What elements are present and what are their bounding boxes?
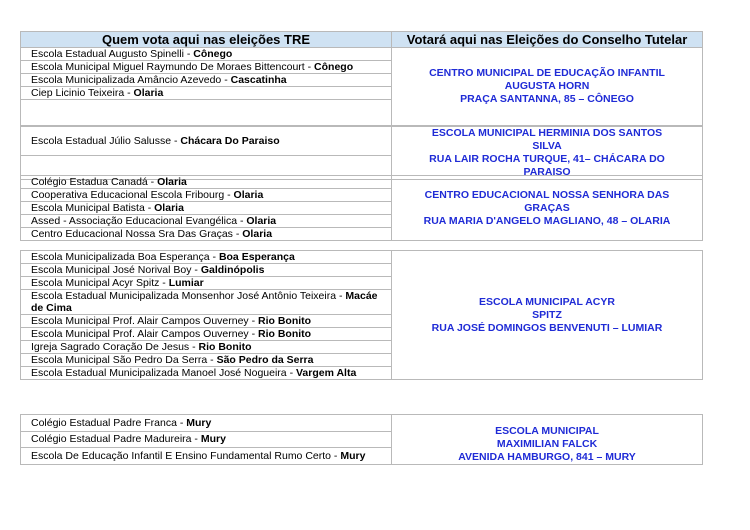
header-right: Votará aqui nas Eleições do Conselho Tutelar <box>392 32 703 48</box>
school-place: Macáe de Cima <box>31 290 378 314</box>
destination-cell <box>392 415 703 465</box>
school-place: Cascatinha <box>230 74 287 86</box>
school-place: Boa Esperança <box>218 251 295 263</box>
table-group-5 <box>20 414 703 465</box>
school-name: Escola Municipal José Norival Boy - <box>31 264 201 276</box>
school-name: Cooperativa Educacional Escola Fribourg - <box>31 189 234 201</box>
school-place: Cônego <box>193 48 233 60</box>
school-cell <box>21 176 392 189</box>
destination-line: ESCOLA MUNICIPAL ACYR <box>479 295 615 308</box>
destination-cell <box>392 251 703 380</box>
header-row <box>21 32 703 48</box>
school-name: Escola Municipal Acyr Spitz - <box>31 277 169 289</box>
school-name: Escola Municipal Miguel Raymundo De Moraes Bittencourt - <box>31 61 315 73</box>
school-place: Rio Bonito <box>258 328 312 340</box>
school-cell <box>21 202 392 215</box>
destination-line: ESCOLA MUNICIPAL <box>495 425 599 437</box>
school-cell <box>21 264 392 277</box>
destination-line: ESCOLA MUNICIPAL HERMINIA DOS SANTOS SILVA <box>431 127 663 152</box>
school-cell <box>21 251 392 264</box>
school-place: Mury <box>186 416 212 429</box>
destination-line: PRAÇA SANTANNA, 85 – CÔNEGO <box>460 93 634 105</box>
school-place: Mury <box>340 450 366 463</box>
destination-cell <box>392 176 703 241</box>
school-place: São Pedro da Serra <box>216 354 314 366</box>
destination-cell <box>392 48 703 126</box>
school-place: Rio Bonito <box>258 315 312 327</box>
school-cell <box>21 328 392 341</box>
destination-line: CENTRO MUNICIPAL DE EDUCAÇÃO INFANTIL <box>429 67 665 79</box>
school-place: Olaria <box>233 189 264 201</box>
school-cell <box>21 61 392 74</box>
school-cell <box>21 354 392 367</box>
school-name: Escola Municipal São Pedro Da Serra - <box>31 354 217 366</box>
school-place: Olaria <box>133 87 164 99</box>
destination-cell <box>392 127 703 180</box>
destination-line: CENTRO EDUCACIONAL NOSSA SENHORA DAS GRAÇAS <box>424 188 670 214</box>
school-name: Escola Estadual Municipalizada Monsenhor José Antônio Teixeira - <box>31 290 346 302</box>
school-place: Lumiar <box>168 277 204 289</box>
destination-line: RUA LAIR ROCHA TURQUE, 41– CHÁCARA DO PARAISO <box>429 153 665 178</box>
school-name: Colégio Estadual Padre Franca - <box>31 416 187 429</box>
school-name: Ciep Licinio Teixeira - <box>31 87 134 99</box>
header-left: Quem vota aqui nas eleições TRE <box>21 32 392 48</box>
school-name: Centro Educacional Nossa Sra Das Graças - <box>31 228 243 240</box>
school-cell <box>21 228 392 241</box>
school-place: Rio Bonito <box>198 341 252 353</box>
destination-line: AVENIDA HAMBURGO, 841 – MURY <box>458 451 636 463</box>
school-name: Escola De Educação Infantil E Ensino Fundamental Rumo Certo - <box>31 450 341 463</box>
school-cell <box>21 277 392 290</box>
destination-line: RUA MARIA D'ANGELO MAGLIANO, 48 – OLARIA <box>423 214 671 227</box>
school-cell <box>21 189 392 202</box>
school-name: Escola Municipal Batista - <box>31 202 155 214</box>
school-name: Escola Estadual Júlio Salusse - <box>31 135 181 147</box>
destination-line: RUA JOSÉ DOMINGOS BENVENUTI – LUMIAR <box>431 321 663 334</box>
table-row <box>21 48 703 61</box>
school-cell <box>21 215 392 228</box>
table-row <box>21 415 703 432</box>
table-row <box>21 176 703 189</box>
table-group-3 <box>20 175 703 241</box>
school-name: Assed - Associação Educacional Evangélica - <box>31 215 247 227</box>
school-cell <box>21 74 392 87</box>
school-name: Escola Municipalizada Boa Esperança - <box>31 251 219 263</box>
school-name: Colégio Estadua Canadá - <box>31 176 158 188</box>
table-group-1 <box>20 31 703 126</box>
school-cell <box>21 127 392 156</box>
school-cell <box>21 341 392 354</box>
school-name: Escola Municipal Prof. Alair Campos Ouverney - <box>31 328 259 340</box>
school-place: Olaria <box>242 228 273 240</box>
school-cell <box>21 48 392 61</box>
school-name: Escola Estadual Augusto Spinelli - <box>31 48 194 60</box>
school-place: Chácara Do Paraiso <box>180 135 280 147</box>
school-cell <box>21 87 392 100</box>
school-name: Escola Estadual Municipalizada Manoel José Nogueira - <box>31 367 296 379</box>
school-place: Mury <box>200 433 226 446</box>
school-place: Olaria <box>154 202 184 214</box>
school-name: Escola Municipal Prof. Alair Campos Ouverney - <box>31 315 259 327</box>
school-cell <box>21 315 392 328</box>
destination-line: SPITZ <box>532 308 562 321</box>
destination-line: AUGUSTA HORN <box>504 80 590 92</box>
table-group-4 <box>20 250 703 380</box>
school-name: Igreja Sagrado Coração De Jesus - <box>31 341 199 353</box>
school-place: Olaria <box>246 215 277 227</box>
school-place: Galdinópolis <box>200 264 265 276</box>
school-cell <box>21 290 392 315</box>
school-cell <box>21 415 392 432</box>
school-cell <box>21 431 392 448</box>
school-place: Cônego <box>314 61 354 73</box>
school-name: Escola Municipalizada Amâncio Azevedo - <box>31 74 231 86</box>
destination-line: MAXIMILIAN FALCK <box>496 438 598 450</box>
table-row <box>21 251 703 264</box>
school-cell <box>21 367 392 380</box>
school-cell <box>21 448 392 465</box>
table-row <box>21 127 703 156</box>
school-place: Vargem Alta <box>295 367 357 379</box>
table-group-2 <box>20 126 703 180</box>
empty-cell <box>21 100 392 126</box>
school-place: Olaria <box>157 176 187 188</box>
school-name: Colégio Estadual Padre Madureira - <box>31 433 201 446</box>
